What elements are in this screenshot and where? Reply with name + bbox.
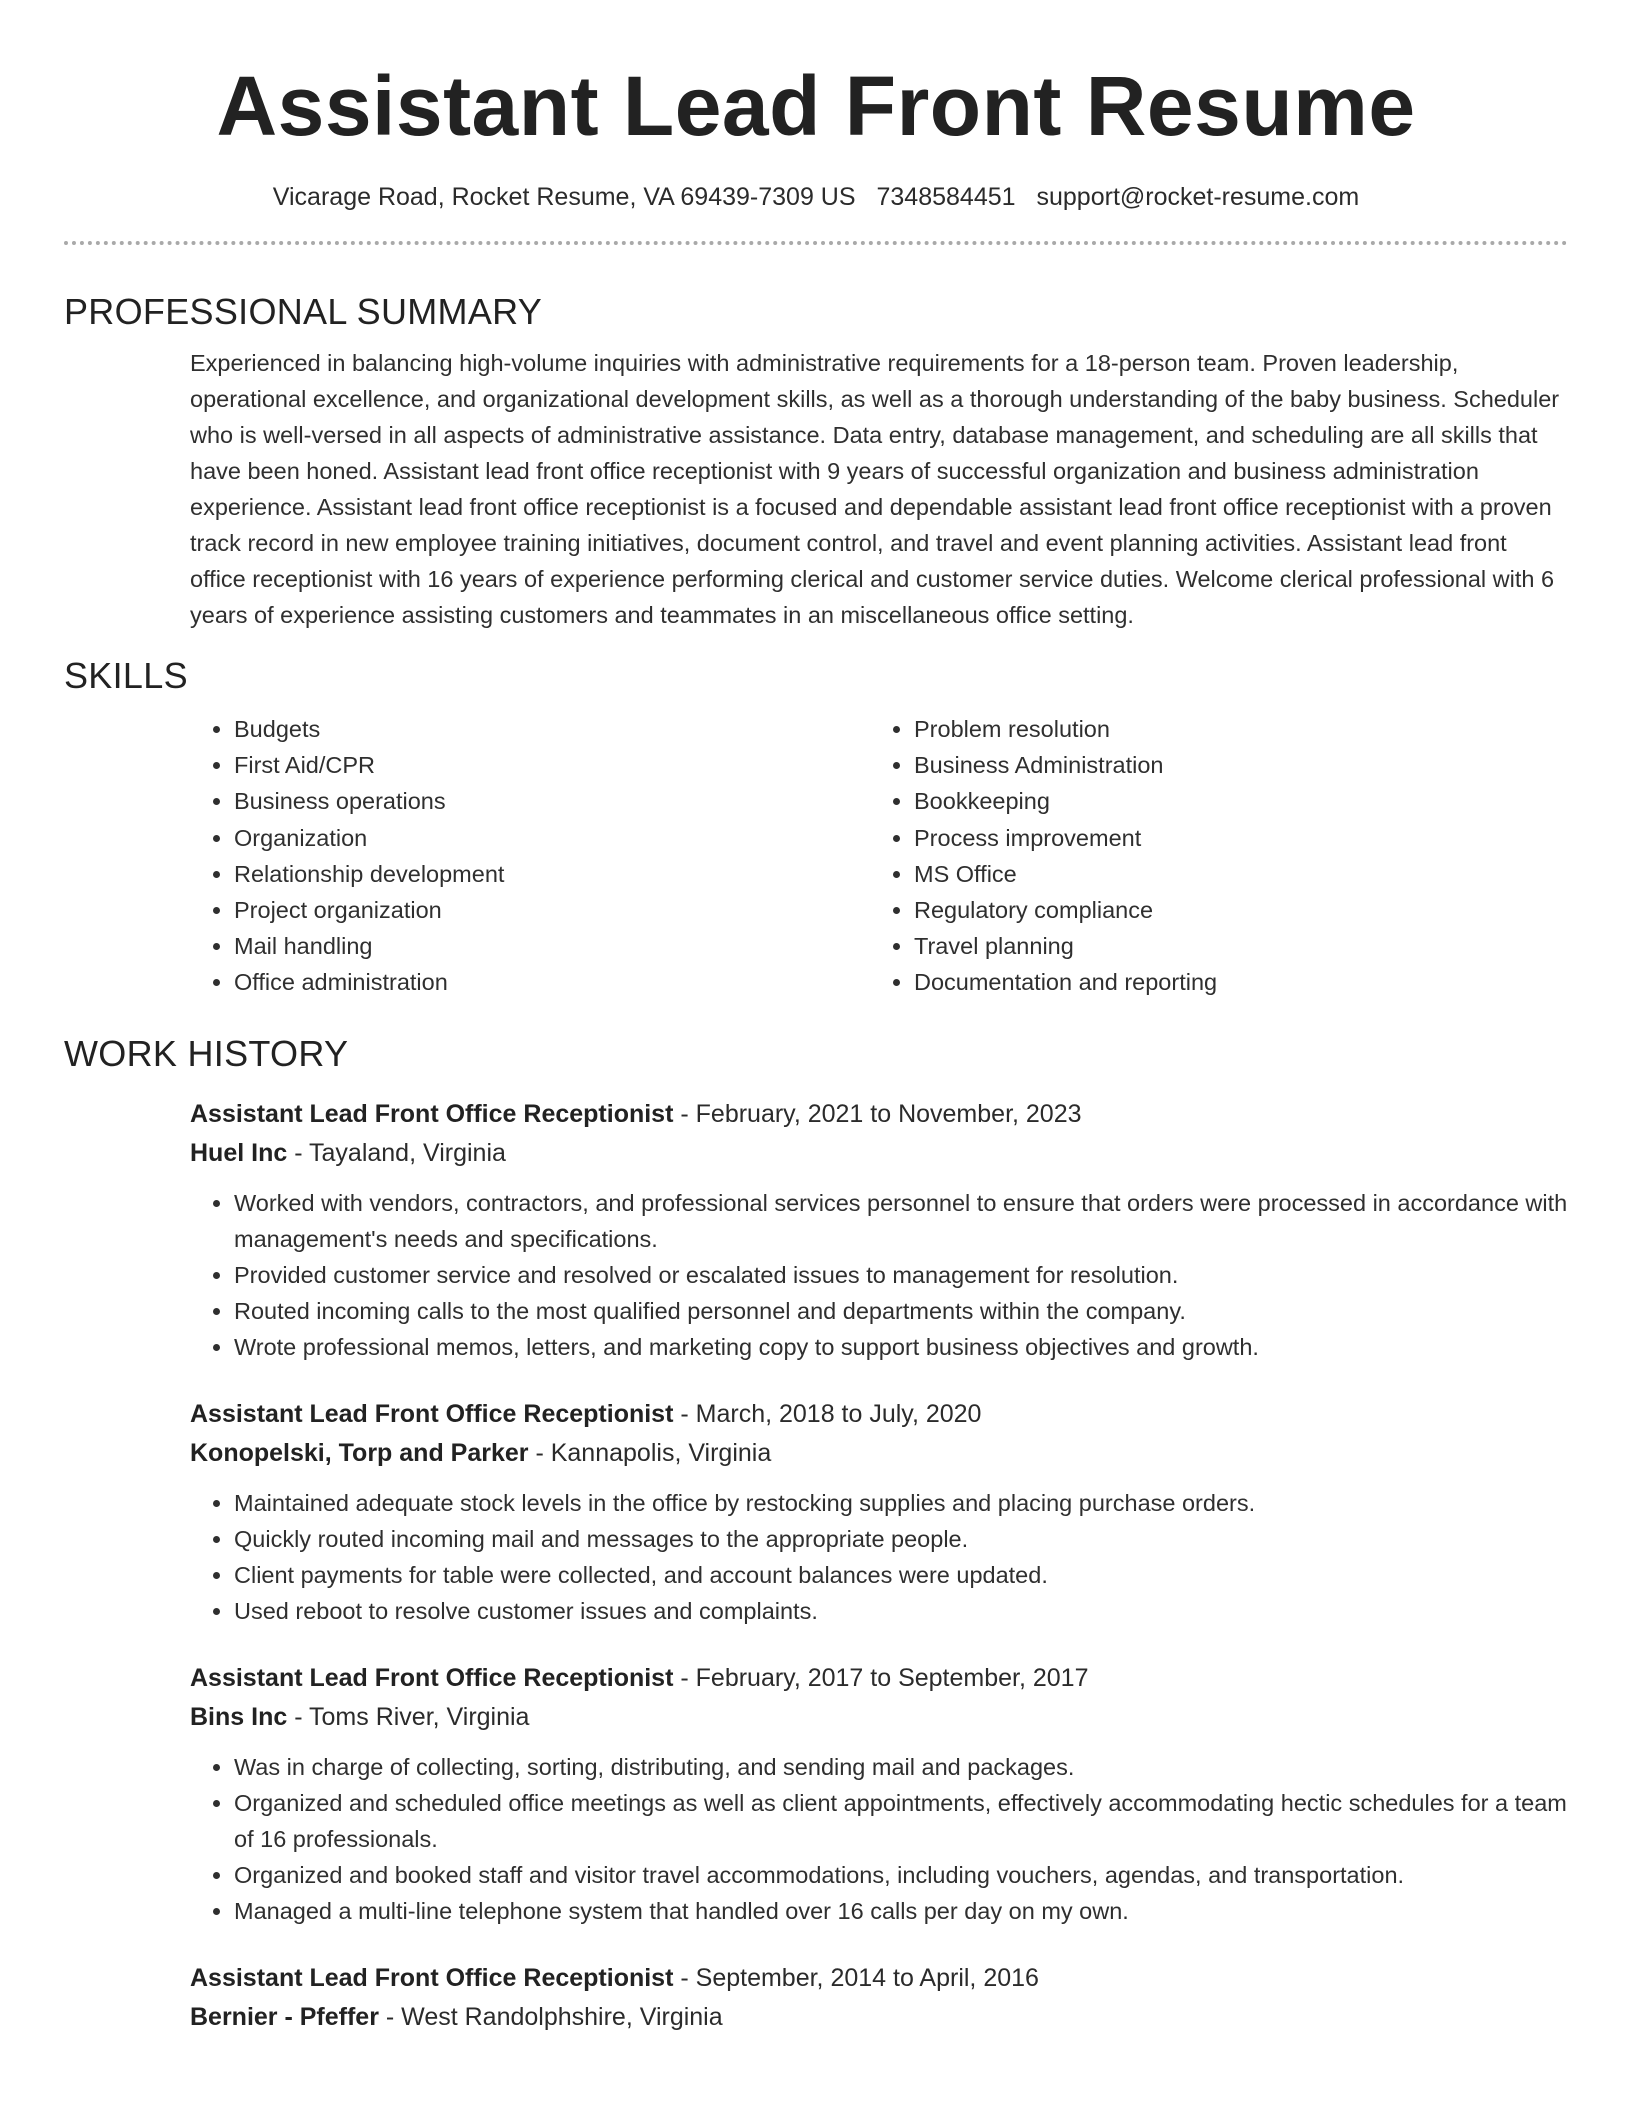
skill-item: • MS Office [914, 856, 1568, 892]
job-role: Assistant Lead Front Office Receptionist [190, 1399, 674, 1428]
job-company-line [190, 1998, 1568, 2037]
job-duty: • Used reboot to resolve customer issues and complaints. [234, 1593, 1568, 1629]
job-duty: • Worked with vendors, contractors, and professional services personnel to ensure that orders were processed in accordance with management's needs and specifications. [234, 1185, 1568, 1257]
job-role-line [190, 1395, 1568, 1434]
skill-item: • Mail handling [234, 928, 870, 964]
job-entry [190, 1959, 1568, 2037]
skill-item: • Process improvement [914, 820, 1568, 856]
job-entry [190, 1659, 1568, 1929]
job-role-line [190, 1659, 1568, 1698]
skill-item: • Bookkeeping [914, 783, 1568, 819]
skill-item: • Business Administration [914, 747, 1568, 783]
job-entry [190, 1095, 1568, 1365]
job-company-line [190, 1698, 1568, 1737]
resume-title: Assistant Lead Front Resume [216, 59, 1416, 153]
job-duty: • Wrote professional memos, letters, and marketing copy to support business objectives and growth. [234, 1329, 1568, 1365]
skill-item: • Office administration [234, 964, 870, 1000]
job-duty: • Managed a multi-line telephone system that handled over 16 calls per day on my own. [234, 1893, 1568, 1929]
job-duty: • Organized and booked staff and visitor travel accommodations, including vouchers, agendas, and transportation. [234, 1857, 1568, 1893]
job-entry [190, 1395, 1568, 1629]
job-company: Konopelski, Torp and Parker [190, 1438, 529, 1467]
skill-item: • Problem resolution [914, 711, 1568, 747]
skill-item: • Regulatory compliance [914, 892, 1568, 928]
work-history-heading: WORK HISTORY [64, 1032, 349, 1074]
skill-item: • Organization [234, 820, 870, 856]
job-duties [190, 1749, 1568, 1929]
job-role: Assistant Lead Front Office Receptionist [190, 1963, 674, 1992]
header-divider [64, 241, 1568, 245]
job-duty: • Organized and scheduled office meetings as well as client appointments, effectively accommodating hectic schedules for a team of 16 professionals. [234, 1785, 1568, 1857]
skills-heading: SKILLS [64, 655, 188, 696]
job-duty: • Provided customer service and resolved or escalated issues to management for resolution. [234, 1257, 1568, 1293]
contact-address: Vicarage Road, Rocket Resume, VA 69439-7309 US [272, 183, 856, 211]
job-company: Bernier - Pfeffer [190, 2002, 379, 2031]
skills-column-right [870, 711, 1568, 1001]
job-duty: • Maintained adequate stock levels in the office by restocking supplies and placing purchase orders. [234, 1485, 1568, 1521]
skill-item: • Relationship development [234, 856, 870, 892]
job-duties [190, 1485, 1568, 1629]
job-company-line [190, 1434, 1568, 1473]
job-role-line [190, 1959, 1568, 1998]
contact-line [64, 180, 1568, 214]
job-company: Bins Inc [190, 1702, 288, 1731]
job-location: - Tayaland, Virginia [287, 1138, 506, 1167]
summary-text: Experienced in balancing high-volume inquiries with administrative requirements for a 18-person team. Proven leadership, operational excellence, and organizational development skills, as well as a thorough understanding of the baby business. Scheduler who is well-versed in all aspects of administrative assistance. Data entry, database management, and scheduling are all skills that have been honed. Assistant lead front office receptionist with 9 years of successful organization and business administration experience. Assistant lead front office receptionist is a focused and dependable assistant lead front office receptionist with a proven track record in new employee training initiatives, document control, and travel and event planning activities. Assistant lead front office receptionist with 16 years of experience performing clerical and customer service duties. Welcome clerical professional with 6 years of experience assisting customers and teammates in an miscellaneous office setting. [190, 350, 1560, 628]
job-duty: • Was in charge of collecting, sorting, distributing, and sending mail and packages. [234, 1749, 1568, 1785]
job-duty: • Routed incoming calls to the most qualified personnel and departments within the company. [234, 1293, 1568, 1329]
job-role: Assistant Lead Front Office Receptionist [190, 1099, 674, 1128]
summary-heading: PROFESSIONAL SUMMARY [64, 291, 543, 332]
job-role: Assistant Lead Front Office Receptionist [190, 1663, 674, 1692]
job-duty: • Quickly routed incoming mail and messages to the appropriate people. [234, 1521, 1568, 1557]
skill-item: • Travel planning [914, 928, 1568, 964]
job-company-line [190, 1134, 1568, 1173]
job-company: Huel Inc [190, 1138, 288, 1167]
skills-list [190, 711, 1568, 1001]
skills-column-left [190, 711, 870, 1001]
job-dates: - September, 2014 to April, 2016 [673, 1963, 1039, 1992]
skill-item: • First Aid/CPR [234, 747, 870, 783]
skill-item: • Documentation and reporting [914, 964, 1568, 1000]
job-duty: • Client payments for table were collected, and account balances were updated. [234, 1557, 1568, 1593]
job-location: - West Randolphshire, Virginia [378, 2002, 723, 2031]
job-location: - Kannapolis, Virginia [528, 1438, 772, 1467]
skill-item: • Project organization [234, 892, 870, 928]
job-location: - Toms River, Virginia [287, 1702, 530, 1731]
job-role-line [190, 1095, 1568, 1134]
skill-item: • Budgets [234, 711, 870, 747]
job-duties [190, 1185, 1568, 1365]
job-dates: - February, 2017 to September, 2017 [673, 1663, 1089, 1692]
contact-phone: 7348584451 [876, 183, 1016, 211]
job-dates: - February, 2021 to November, 2023 [673, 1099, 1082, 1128]
job-dates: - March, 2018 to July, 2020 [673, 1399, 982, 1428]
skill-item: • Business operations [234, 783, 870, 819]
contact-email: support@rocket-resume.com [1036, 183, 1360, 211]
